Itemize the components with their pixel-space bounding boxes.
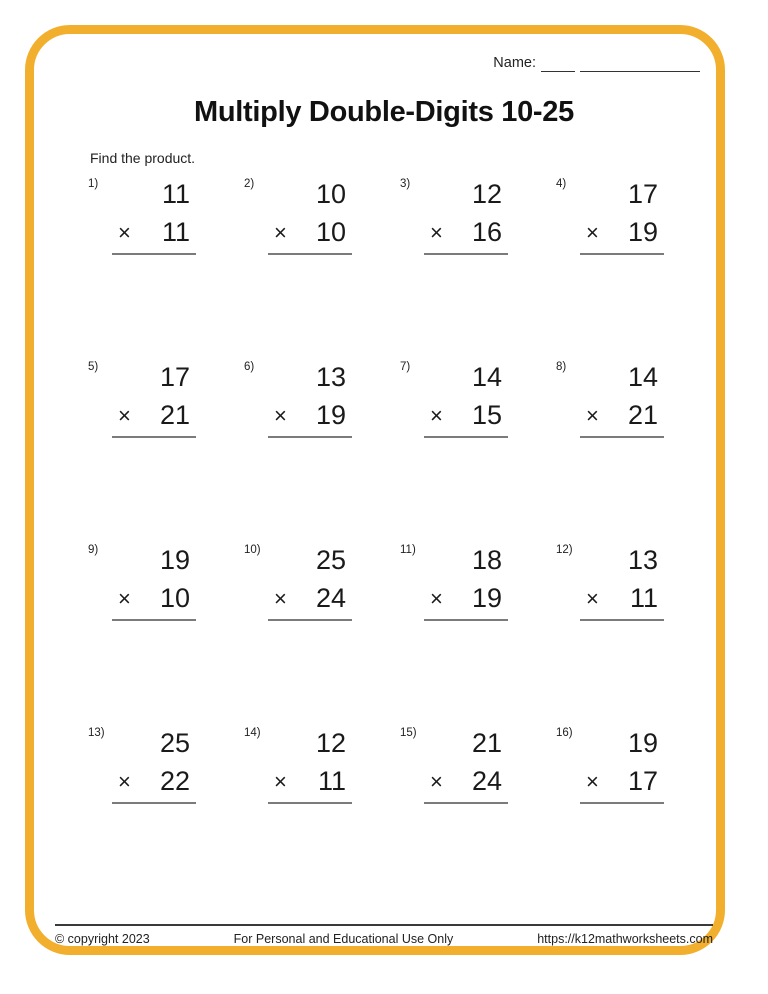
problem-body [430,174,502,255]
answer-line [112,253,196,255]
bottom-row [274,218,346,248]
bottom-row [118,584,190,614]
bottom-row [586,584,658,614]
multiply-sign: × [430,585,443,611]
problem-number: 12) [556,544,573,556]
multiply-sign: × [274,402,287,428]
name-write-line [541,56,575,72]
problem-body [430,357,502,438]
bottom-row [274,401,346,431]
problem-number: 9) [88,544,99,556]
bottom-operand: 11 [317,765,346,796]
multiply-sign: × [118,585,131,611]
problem-cell [244,540,400,723]
bottom-operand: 10 [315,216,346,247]
bottom-row [118,767,190,797]
multiply-sign: × [118,402,131,428]
bottom-operand: 19 [627,216,658,247]
top-operand: 14 [627,362,658,392]
footer-divider [55,924,713,926]
top-operand: 19 [159,545,190,575]
problem-body [430,723,502,804]
problem-cell [88,357,244,540]
bottom-operand: 22 [159,765,190,796]
problem-body [586,357,658,438]
top-operand: 17 [159,362,190,392]
top-operand: 14 [471,362,502,392]
name-write-line [580,56,700,72]
top-operand: 13 [315,362,346,392]
answer-line [580,436,664,438]
problem-cell [400,723,556,906]
multiply-sign: × [586,768,599,794]
answer-line [112,436,196,438]
multiply-sign: × [274,768,287,794]
bottom-operand: 15 [471,399,502,430]
problem-body [586,723,658,804]
multiply-sign: × [430,219,443,245]
top-operand: 25 [315,545,346,575]
problem-cell [556,174,712,357]
footer [55,932,713,946]
multiply-sign: × [118,768,131,794]
bottom-row [430,401,502,431]
bottom-row [430,584,502,614]
top-operand: 10 [315,179,346,209]
bottom-operand: 19 [471,582,502,613]
bottom-row [430,767,502,797]
bottom-row [118,401,190,431]
problem-body [274,540,346,621]
problem-cell [244,723,400,906]
bottom-row [274,584,346,614]
problem-body [118,174,190,255]
multiply-sign: × [586,402,599,428]
problem-number: 11) [400,544,416,556]
top-operand: 17 [627,179,658,209]
bottom-operand: 21 [159,399,190,430]
problem-number: 16) [556,727,573,739]
problem-body [430,540,502,621]
problem-number: 3) [400,178,411,190]
answer-line [424,253,508,255]
multiply-sign: × [274,585,287,611]
problem-body [274,723,346,804]
problem-number: 1) [88,178,99,190]
problem-cell [400,174,556,357]
multiply-sign: × [586,585,599,611]
problem-body [118,357,190,438]
problems-grid [88,174,712,906]
problem-cell [244,174,400,357]
bottom-operand: 16 [471,216,502,247]
problem-number: 10) [244,544,261,556]
problem-body [274,357,346,438]
instruction-text: Find the product. [90,150,196,166]
answer-line [580,802,664,804]
problem-number: 7) [400,361,411,373]
multiply-sign: × [274,219,287,245]
problem-cell [556,357,712,540]
answer-line [580,253,664,255]
copyright-text: © copyright 2023 [55,932,150,946]
top-operand: 12 [471,179,502,209]
answer-line [112,802,196,804]
bottom-operand: 24 [471,765,502,796]
answer-line [268,253,352,255]
answer-line [424,619,508,621]
problem-number: 5) [88,361,99,373]
answer-line [424,802,508,804]
top-operand: 19 [627,728,658,758]
site-url: https://k12mathworksheets.com [537,932,713,946]
top-operand: 25 [159,728,190,758]
problem-number: 4) [556,178,567,190]
answer-line [112,619,196,621]
bottom-operand: 17 [627,765,658,796]
page-title: Multiply Double-Digits 10-25 [194,96,574,128]
problem-number: 2) [244,178,255,190]
problem-cell [88,540,244,723]
problem-number: 15) [400,727,417,739]
problem-cell [244,357,400,540]
bottom-row [118,218,190,248]
problem-number: 14) [244,727,261,739]
top-operand: 13 [627,545,658,575]
problem-body [274,174,346,255]
usage-text: For Personal and Educational Use Only [233,932,454,946]
problem-cell [400,540,556,723]
top-operand: 12 [315,728,346,758]
answer-line [268,619,352,621]
problem-cell [556,540,712,723]
problem-cell [556,723,712,906]
bottom-row [586,218,658,248]
name-label: Name: [493,55,536,71]
problem-body [586,174,658,255]
problem-body [118,723,190,804]
bottom-row [586,767,658,797]
bottom-row [430,218,502,248]
problem-number: 13) [88,727,105,739]
top-operand: 11 [161,179,190,209]
bottom-operand: 10 [159,582,190,613]
answer-line [268,802,352,804]
bottom-row [586,401,658,431]
bottom-operand: 11 [161,216,190,247]
problem-number: 8) [556,361,567,373]
answer-line [424,436,508,438]
problem-number: 6) [244,361,255,373]
answer-line [580,619,664,621]
multiply-sign: × [118,219,131,245]
problem-cell [88,174,244,357]
multiply-sign: × [430,402,443,428]
bottom-operand: 24 [315,582,346,613]
answer-line [268,436,352,438]
problem-body [586,540,658,621]
name-row [493,55,700,72]
bottom-row [274,767,346,797]
bottom-operand: 19 [315,399,346,430]
multiply-sign: × [586,219,599,245]
bottom-operand: 11 [629,582,658,613]
problem-cell [400,357,556,540]
problem-cell [88,723,244,906]
bottom-operand: 21 [627,399,658,430]
multiply-sign: × [430,768,443,794]
problem-body [118,540,190,621]
top-operand: 18 [471,545,502,575]
top-operand: 21 [471,728,502,758]
